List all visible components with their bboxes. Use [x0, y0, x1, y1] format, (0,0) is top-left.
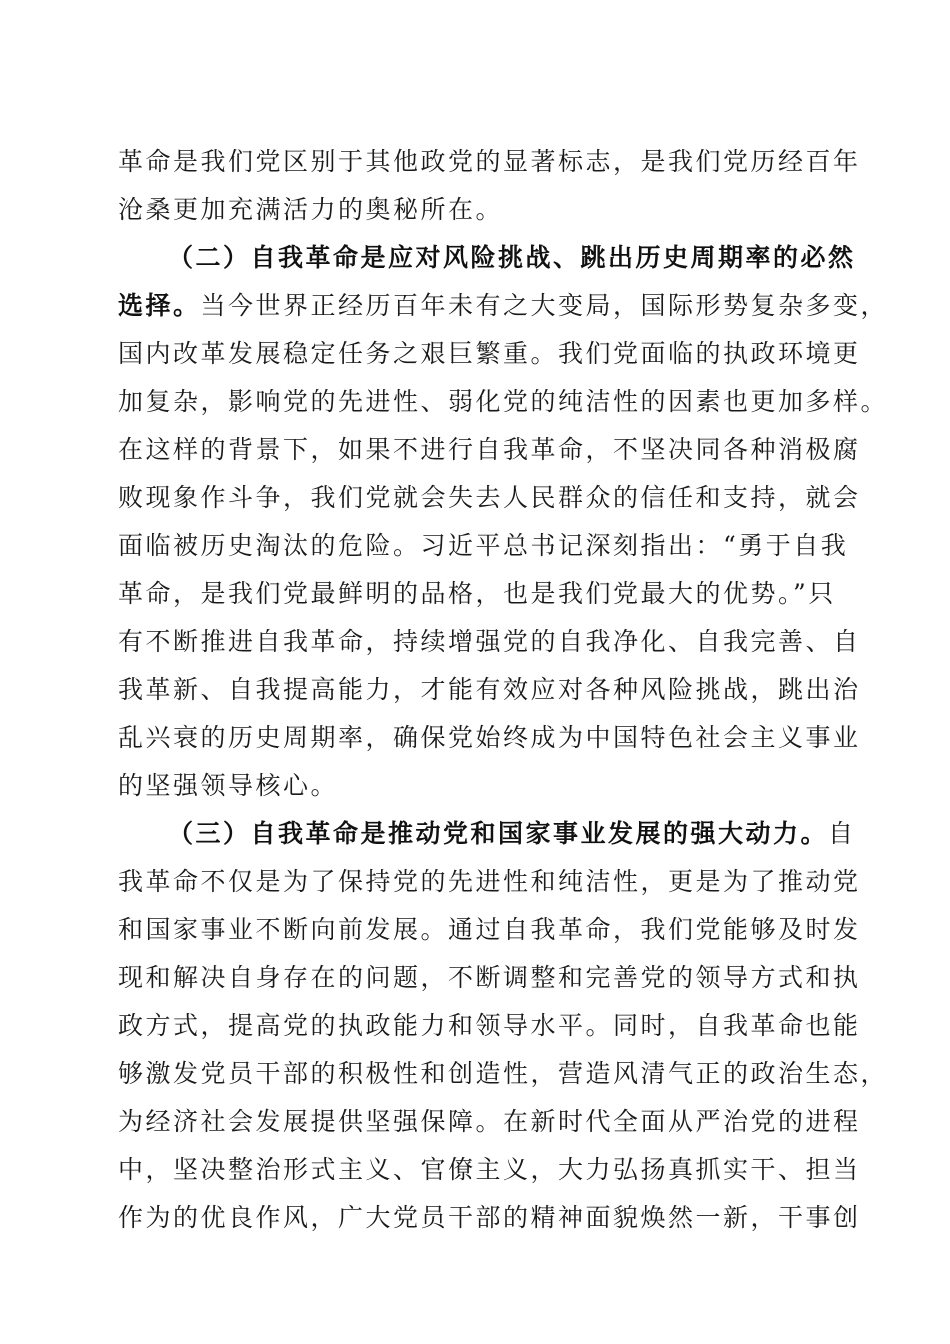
text-line: 和国家事业不断向前发展。通过自我革命，我们党能够及时发 — [118, 915, 861, 944]
text-line: 我革命不仅是为了保持党的先进性和纯洁性，更是为了推动党 — [118, 867, 861, 896]
text-line: 加复杂，影响党的先进性、弱化党的纯洁性的因素也更加多样。 — [118, 387, 889, 416]
text-line: 败现象作斗争，我们党就会失去人民群众的信任和支持，就会 — [118, 483, 861, 512]
text-line: 乱兴衰的历史周期率，确保党始终成为中国特色社会主义事业 — [118, 723, 861, 752]
text-line: 选择。当今世界正经历百年未有之大变局，国际形势复杂多变， — [118, 291, 889, 320]
section-two-heading: （二）自我革命是应对风险挑战、跳出历史周期率的必然 — [168, 243, 856, 272]
text-line: 的坚强领导核心。 — [118, 771, 339, 800]
text-line: 现和解决自身存在的问题，不断调整和完善党的领导方式和执 — [118, 963, 861, 992]
section-three-heading: （三）自我革命是推动党和国家事业发展的强大动力。自 — [168, 819, 856, 848]
text-line: 革命是我们党区别于其他政党的显著标志，是我们党历经百年 — [118, 147, 861, 176]
text-line: 面临被历史淘汰的危险。习近平总书记深刻指出：“勇于自我 — [118, 531, 849, 560]
text-line: 作为的优良作风，广大党员干部的精神面貌焕然一新，干事创 — [118, 1203, 861, 1232]
text-line: 我革新、自我提高能力，才能有效应对各种风险挑战，跳出治 — [118, 675, 861, 704]
text-line: 有不断推进自我革命，持续增强党的自我净化、自我完善、自 — [118, 627, 861, 656]
text-line: 为经济社会发展提供坚强保障。在新时代全面从严治党的进程 — [118, 1107, 861, 1136]
text-line: 国内改革发展稳定任务之艰巨繁重。我们党面临的执政环境更 — [118, 339, 861, 368]
text-line: 在这样的背景下，如果不进行自我革命，不坚决同各种消极腐 — [118, 435, 861, 464]
text-line: 沧桑更加充满活力的奥秘所在。 — [118, 195, 504, 224]
text-line: 中，坚决整治形式主义、官僚主义，大力弘扬真抓实干、担当 — [118, 1155, 861, 1184]
text-line: 政方式，提高党的执政能力和领导水平。同时，自我革命也能 — [118, 1011, 861, 1040]
text-line: 革命，是我们党最鲜明的品格，也是我们党最大的优势。”只 — [118, 579, 836, 608]
text-line: 够激发党员干部的积极性和创造性，营造风清气正的政治生态， — [118, 1059, 889, 1088]
